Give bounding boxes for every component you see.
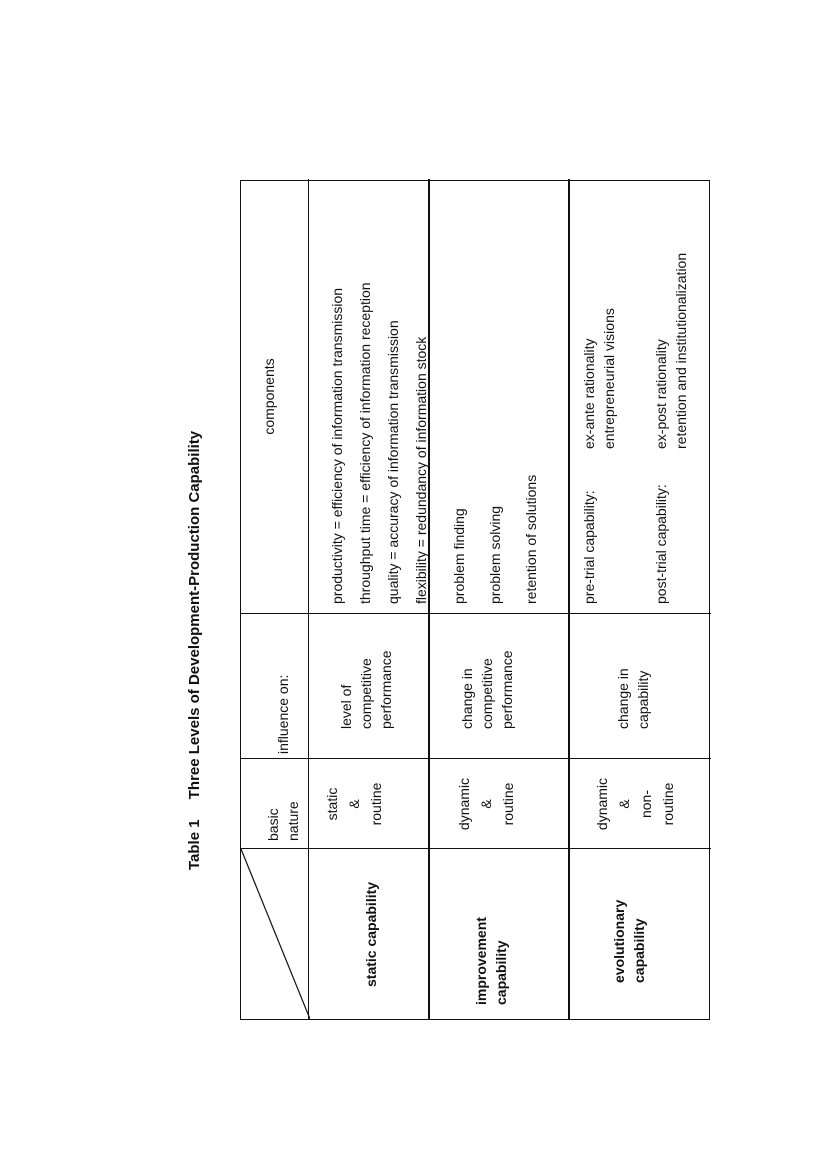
list-item: retention of solutions (523, 474, 539, 604)
row-influence-improvement: change in competitive performance (459, 650, 515, 729)
list-item: problem solving (487, 505, 503, 604)
table-title (186, 431, 203, 870)
row-components-improvement (441, 184, 549, 604)
row-label-improvement: improvement capability (473, 917, 509, 1005)
row-divider-2 (568, 179, 570, 1019)
list-item: problem finding (451, 508, 467, 604)
list-item: flexibility = redundancy of information stock (413, 336, 429, 604)
header-divider (308, 179, 309, 1019)
table-number: Table 1 (186, 819, 203, 870)
header-influence: influence on: (275, 674, 291, 754)
row-nature-evolutionary: dynamic & non- routine (594, 777, 676, 831)
header-diagonal (241, 849, 310, 1019)
list-item: retention and institutionalization (673, 252, 689, 449)
list-item: quality = accuracy of information transmission (385, 320, 401, 604)
pre-trial-label: pre-trial capability: (581, 490, 597, 604)
list-item: productivity = efficiency of information transmission (329, 287, 345, 604)
post-trial-items (651, 184, 691, 449)
table-caption: Three Levels of Development-Production Capability (186, 430, 203, 800)
row-label-evolutionary: evolutionary capability (611, 899, 647, 983)
row-nature-static: static & routine (324, 782, 384, 826)
list-item: throughput time = efficiency of information reception (357, 282, 373, 604)
capability-table (240, 180, 710, 1020)
pre-trial-items (579, 184, 619, 449)
header-basic-nature: basic nature (265, 801, 301, 841)
list-item: ex-ante rationality (581, 338, 597, 449)
post-trial-label: post-trial capability: (653, 484, 669, 604)
row-label-static: static capability (363, 881, 379, 987)
header-components: components (261, 358, 277, 435)
row-nature-improvement: dynamic & routine (456, 777, 516, 831)
row-influence-static: level of competitive performance (338, 650, 394, 729)
rotated-page (180, 180, 710, 1020)
list-item: ex-post rationality (653, 339, 669, 449)
row-influence-evolutionary: change in capability (615, 668, 651, 729)
row-components-static (323, 184, 435, 604)
list-item: entrepreneurial visions (601, 308, 617, 449)
